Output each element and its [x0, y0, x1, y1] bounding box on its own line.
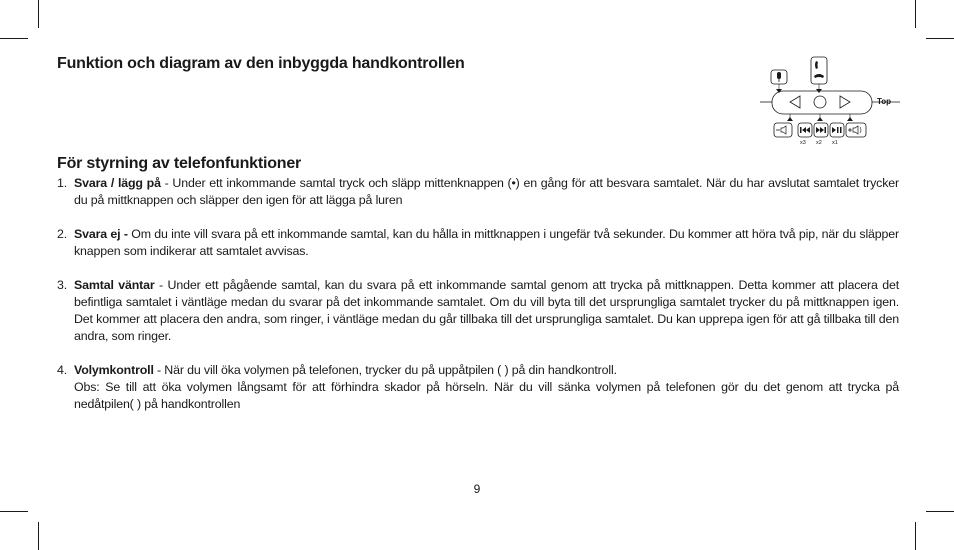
- volume-up-icon: [846, 123, 866, 137]
- item-number: 1.: [57, 176, 68, 190]
- item-text: Om du inte vill svara på ett inkommande samtal, kan du hålla in mittknappen i ungefär två sekunder. Du kommer att höra två pip, när du släpper knappen som indikerar att samtalet avvisas.: [74, 227, 899, 258]
- press-count-label: x2: [816, 140, 822, 146]
- phone-icon: [811, 57, 827, 93]
- item-number: 2.: [57, 227, 68, 241]
- item-number: 3.: [57, 278, 68, 292]
- item-number: 4.: [57, 363, 68, 377]
- remote-control-diagram: [760, 55, 900, 155]
- item-label: Svara ej -: [74, 227, 128, 241]
- previous-track-icon: [798, 123, 812, 137]
- microphone-icon: [771, 70, 787, 93]
- play-pause-icon: [830, 123, 844, 137]
- item-text: - Under ett pågående samtal, kan du svara på ett inkommande samtal genom att trycka på mittknappen. Detta kommer att placera det befintliga samtalet i väntläge medan du svarar på det inkommande samtalet. Om du vill byta till det ursprungliga samtalet trycker du på mittknappen igen. Det kommer att placera den andra, som ringer, i väntläge medan du går tillbaka till det ursprungliga samtalet. Du kan upprepa igen för att gå tillbaka till den andra, som ringer.: [74, 278, 899, 343]
- crop-mark: [0, 38, 28, 39]
- press-count-label: x1: [832, 140, 838, 146]
- instruction-list: [57, 175, 899, 430]
- item-label: Svara / lägg på: [74, 176, 161, 190]
- list-item: [57, 226, 899, 260]
- item-label: Samtal väntar: [74, 278, 155, 292]
- crop-mark: [926, 511, 954, 512]
- item-text: - Under ett inkommande samtal tryck och släpp mittenknappen (•) en gång för att besvara samtalet. När du har avslutat samtalet trycker du på mittknappen och släpper den igen för att lägga på luren: [74, 176, 899, 207]
- list-item: [57, 362, 899, 413]
- crop-mark: [926, 38, 954, 39]
- item-note: Obs: Se till att öka volymen långsamt för att förhindra skador på hörseln. När du vill sänka volymen på telefonen gör du det genom att trycka på nedåtpilen( ) på handkontrollen: [74, 380, 899, 411]
- next-track-icon: [814, 123, 828, 137]
- list-item: [57, 175, 899, 209]
- crop-mark: [38, 0, 39, 28]
- volume-down-icon: [774, 123, 792, 137]
- section-title: För styrning av telefonfunktioner: [57, 155, 302, 172]
- page-number: 9: [473, 482, 481, 496]
- top-label: Top: [877, 97, 892, 106]
- crop-mark: [0, 511, 28, 512]
- crop-mark: [38, 522, 39, 550]
- crop-mark: [915, 0, 916, 28]
- list-item: [57, 277, 899, 345]
- item-text: - När du vill öka volymen på telefonen, trycker du på uppåtpilen ( ) på din handkontroll.: [153, 363, 617, 377]
- page-title: Funktion och diagram av den inbyggda handkontrollen: [57, 55, 465, 72]
- crop-mark: [915, 522, 916, 550]
- item-label: Volymkontroll: [74, 363, 154, 377]
- press-count-label: x3: [800, 140, 806, 146]
